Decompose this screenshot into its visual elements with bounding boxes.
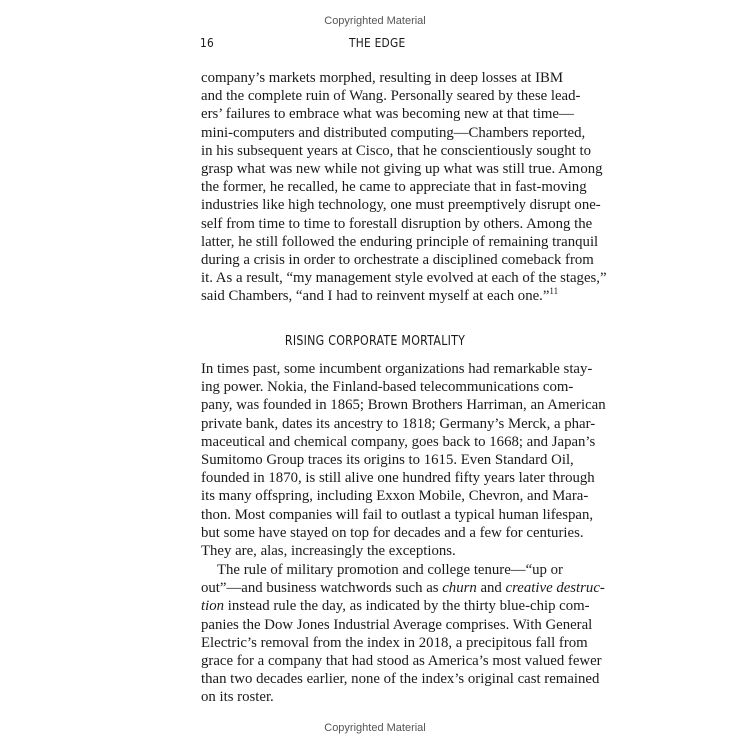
- text-line: maceutical and chemical company, goes back to 1668; and Japan’s: [201, 433, 596, 450]
- text-line: [201, 286, 559, 305]
- copyright-watermark-top: Copyrighted Material: [324, 15, 426, 27]
- running-head: THE EDGE: [349, 35, 406, 50]
- text-line: the former, he recalled, he came to appreciate that in fast-moving: [201, 179, 587, 196]
- text-line: grasp what was new while not giving up what was still true. Among: [201, 160, 603, 177]
- text-line: industries like high technology, one must preemptively disrupt one-: [201, 197, 601, 214]
- text-line: it. As a result, “my management style evolved at each of the stages,”: [201, 270, 607, 287]
- text-line: mini-computers and distributed computing—Chambers reported,: [201, 124, 586, 141]
- text-line: self from time to time to forestall disruption by others. Among the: [201, 215, 593, 232]
- text-line: on its roster.: [201, 689, 274, 706]
- text-line: They are, alas, increasingly the exceptions.: [201, 542, 456, 559]
- text-line: pany, was founded in 1865; Brown Brothers Harriman, an American: [201, 397, 606, 414]
- copyright-watermark-bottom: Copyrighted Material: [324, 722, 426, 734]
- text-line: in his subsequent years at Cisco, that he conscientiously sought to: [201, 142, 592, 159]
- page-number: 16: [200, 35, 215, 50]
- text-line: The rule of military promotion and college tenure—“up or: [217, 562, 563, 578]
- text-line: than two decades earlier, none of the index’s original cast remained: [201, 671, 600, 688]
- text-line: [201, 597, 590, 615]
- text-line: [201, 579, 605, 597]
- text-line: panies the Dow Jones Industrial Average comprises. With General: [201, 616, 593, 633]
- text-line: but some have stayed on top for decades and a few for centuries.: [201, 524, 584, 541]
- text-line: its many offspring, including Exxon Mobile, Chevron, and Mara-: [201, 488, 589, 505]
- text-line: during a crisis in order to orchestrate a disciplined comeback from: [201, 251, 594, 268]
- italic-term: tion: [201, 598, 225, 615]
- footnote-marker: 11: [549, 286, 559, 297]
- text-line: latter, he still followed the enduring principle of remaining tranquil: [201, 233, 599, 250]
- text-line: thon. Most companies will fail to outlast a typical human lifespan,: [201, 506, 594, 523]
- italic-term: creative destruc-: [505, 580, 605, 597]
- text-line: and the complete ruin of Wang. Personally seared by these lead-: [201, 88, 581, 105]
- text-line: ing power. Nokia, the Finland-based telecommunications com-: [201, 379, 574, 396]
- text-line: Sumitomo Group traces its origins to 1615. Even Standard Oil,: [201, 451, 574, 468]
- text-span: and: [476, 580, 506, 597]
- paragraph-2: [201, 360, 606, 560]
- paragraph-3: [201, 561, 605, 707]
- paragraph-1: [201, 69, 607, 305]
- text-line: grace for a company that had stood as America’s most valued fewer: [201, 652, 602, 669]
- text-line: company’s markets morphed, resulting in deep losses at IBM: [201, 70, 564, 86]
- section-heading: [0, 334, 750, 349]
- section-heading-text: RISING CORPORATE MORTALITY: [284, 334, 466, 349]
- text-line-content: said Chambers, “and I had to reinvent myself at each one.”: [201, 288, 550, 305]
- text-line: ers’ failures to embrace what was becoming new at that time—: [201, 106, 574, 123]
- text-span: out”—and business watchwords such as: [201, 580, 443, 597]
- italic-term: churn: [442, 580, 477, 597]
- text-line: private bank, dates its ancestry to 1818; Germany’s Merck, a phar-: [201, 415, 596, 432]
- text-line: founded in 1870, is still alive one hundred fifty years later through: [201, 470, 595, 487]
- text-line: In times past, some incumbent organizations had remarkable stay-: [201, 361, 593, 377]
- text-span: instead rule the day, as indicated by the thirty blue-chip com-: [224, 598, 590, 615]
- text-line: Electric’s removal from the index in 2018, a precipitous fall from: [201, 634, 588, 651]
